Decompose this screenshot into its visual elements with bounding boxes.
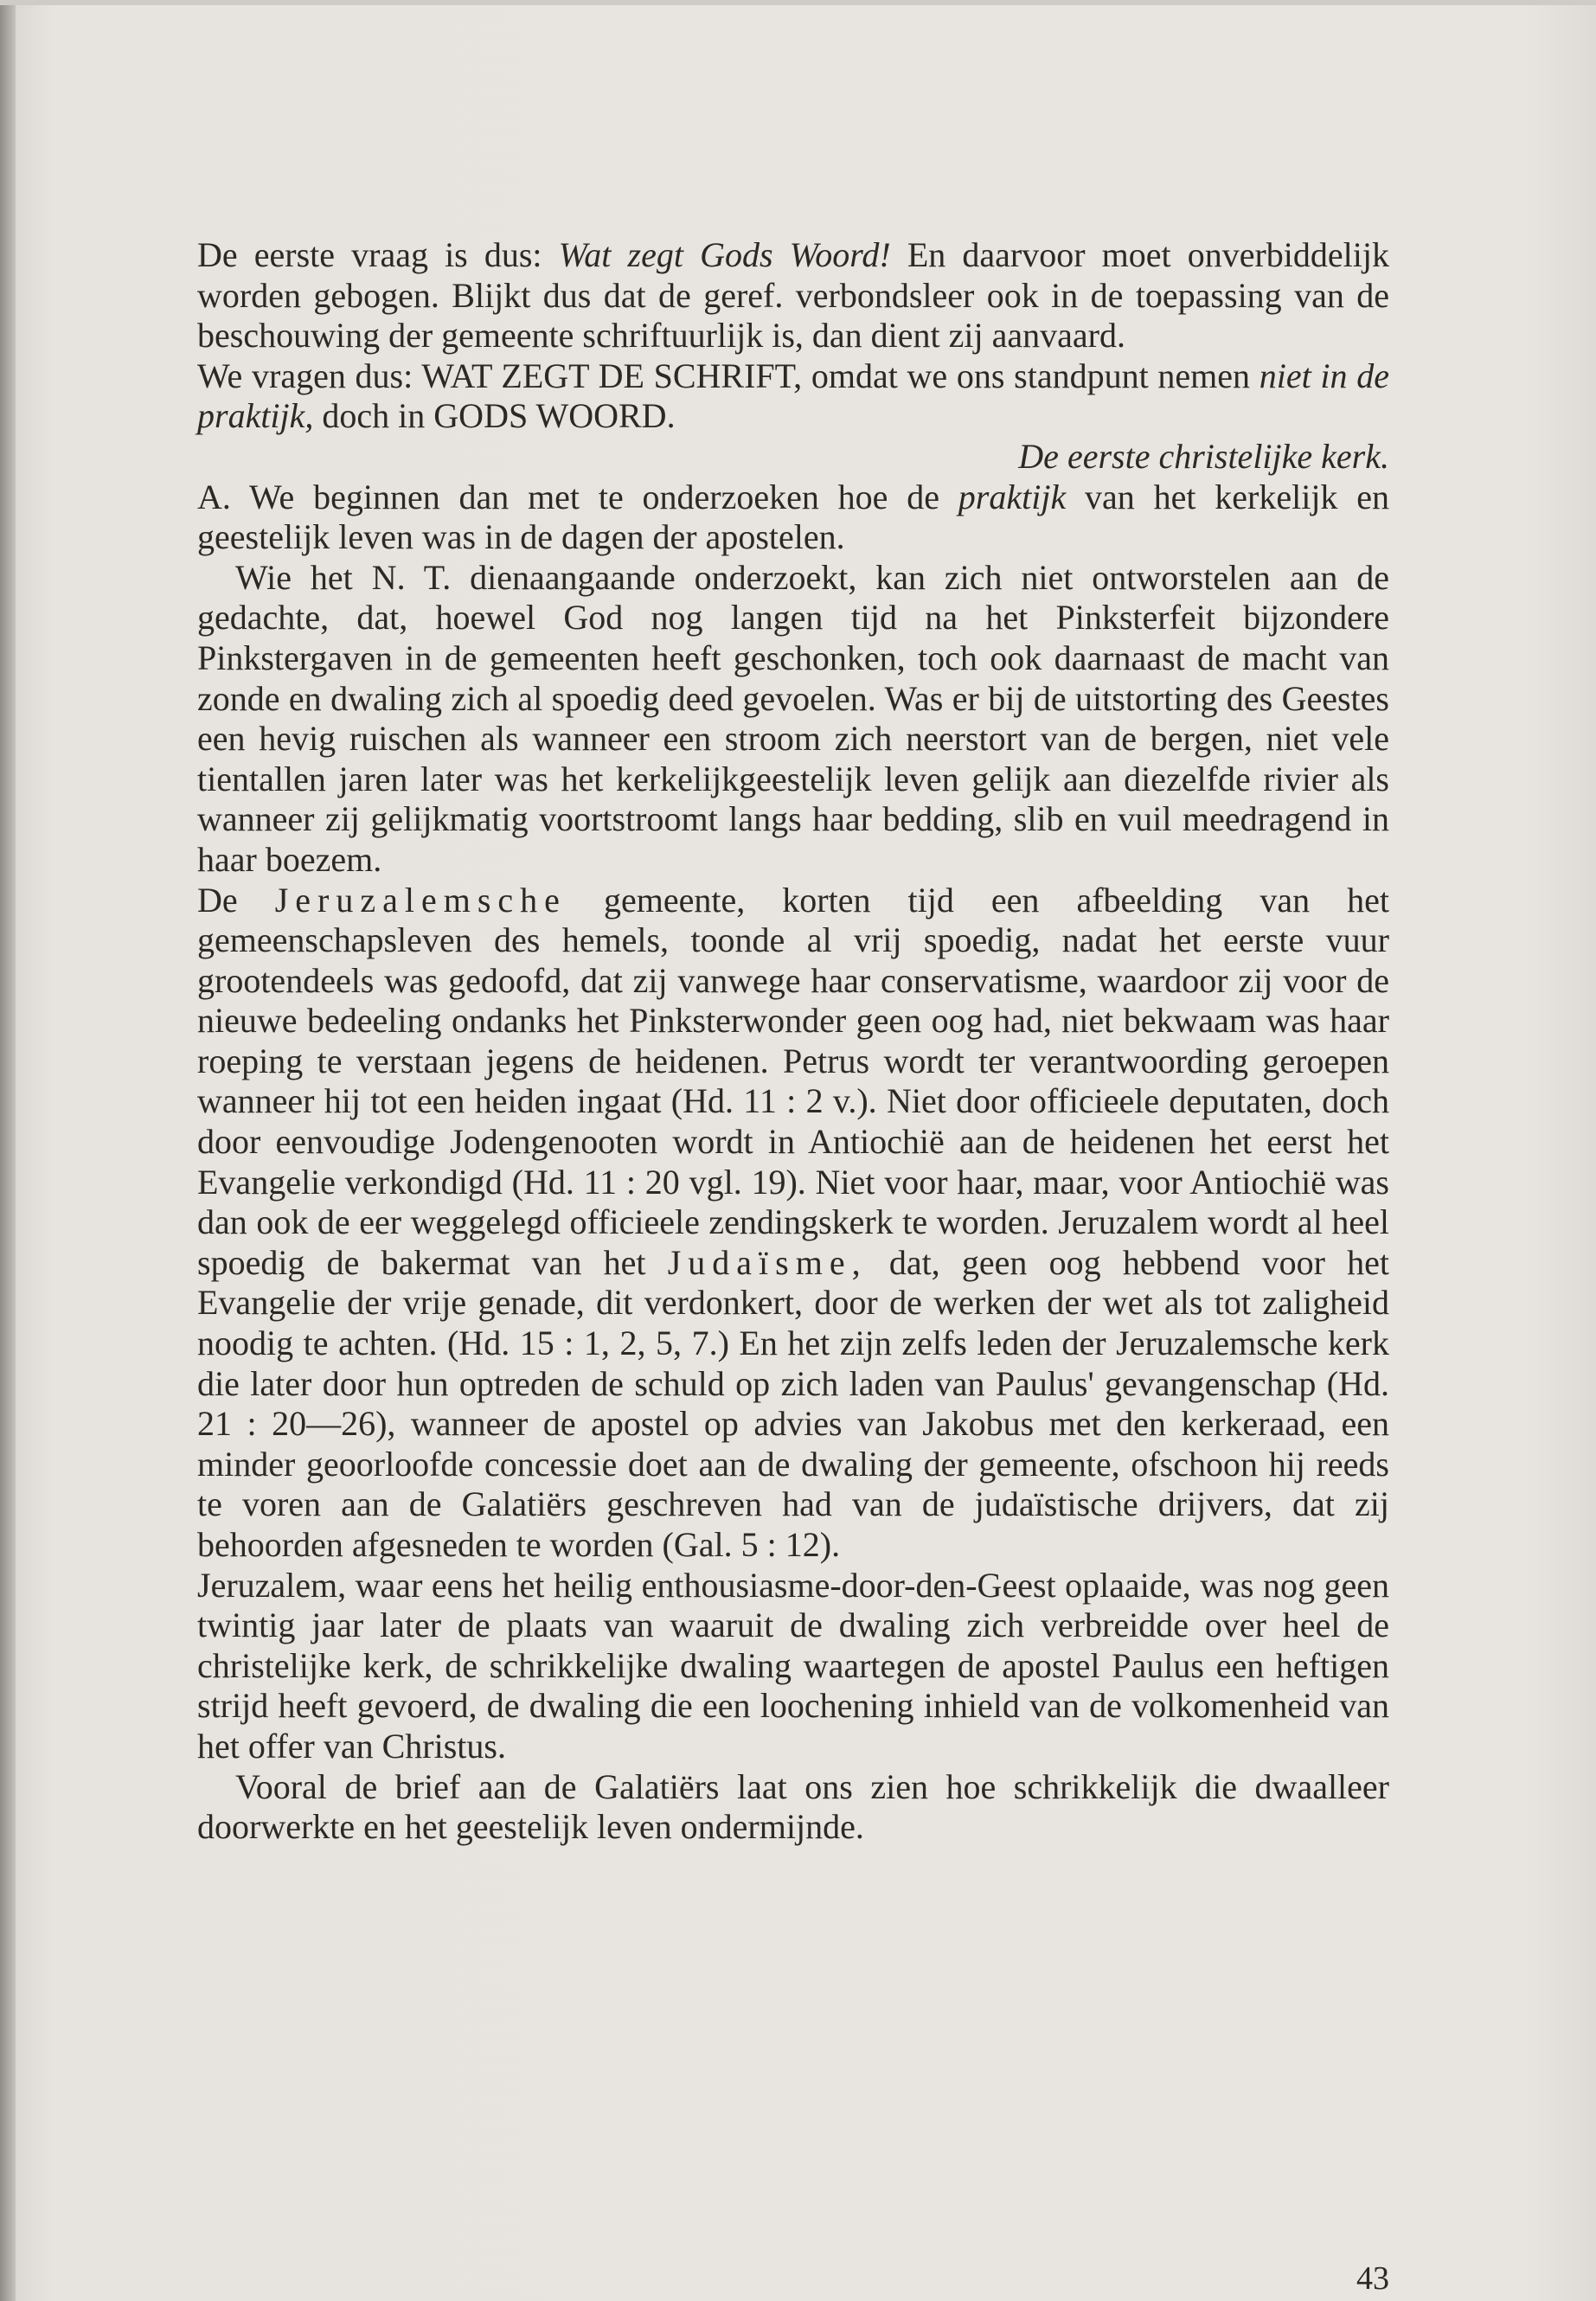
text-run: gemeente, korten tijd een afbeelding van het gemeenschapsleven des hemels, toonde al vrij spoedig, nadat het eerste vuur grootendeels was gedoofd, dat zij vanwege haar conservatisme, waardoor zij voor de nieuwe bedeeling ondanks het Pinksterwonder geen oog had, niet bekwaam was haar roeping te verstaan jegens de heidenen. Petrus wordt ter verantwoording geroepen wanneer hij tot een heiden ingaat (Hd. 11 : 2 v.). Niet door officieele deputaten, doch door eenvoudige Jodengenooten wordt in Antiochië aan de heidenen het eerst het Evangelie verkondigd (Hd. 11 : 20 vgl. 19). Niet voor haar, maar, voor Antiochië was dan ook de eer weggelegd officieele zendingskerk te worden. Jeruzalem wordt al heel spoedig de bakermat van het [197,880,1389,1282]
text-run: Jeruzalem, waar eens het heilig enthousiasme-door-den-Geest oplaaide, was nog geen twintig jaar later de plaats van waaruit de dwaling zich verbreidde over heel de christelijke kerk, de schrikkelijke dwaling waartegen de apostel Paulus een heftigen strijd heeft gevoerd, de dwaling die een loochening inhield van de volkomenheid van het offer van Christus. [197,1565,1389,1766]
paragraph-2 [197,356,1389,437]
page-number: 43 [1356,2260,1389,2297]
spaced-run: Judaïsme, [667,1242,868,1282]
paragraph-3 [197,478,1389,558]
page-top-edge [0,0,1596,5]
italic-run: Wat zegt Gods Woord! [558,235,891,274]
italic-run: De eerste christelijke kerk. [1018,436,1389,476]
paragraph-5 [197,881,1389,1566]
section-heading [197,437,1389,478]
text-run: Wie het N. T. dienaangaande onderzoekt, kan zich niet ontworstelen aan de gedachte, dat, hoewel God nog langen tijd na het Pinksterfeit bijzondere Pinkstergaven in de gemeenten heeft geschonken, toch ook daarnaast de macht van zonde en dwaling zich al spoedig deed gevoelen. Was er bij de uitstorting des Geestes een hevig ruischen als wanneer een stroom zich neerstort van de bergen, niet vele tientallen jaren later was het kerkelijkgeestelijk leven gelijk aan diezelfde rivier als wanneer zij gelijkmatig voortstroomt langs haar bedding, slib en vuil meedragend in haar boezem. [197,557,1389,879]
text-run: Vooral de brief aan de Galatiërs laat ons zien hoe schrikkelijk die dwaalleer doorwerkte en het geestelijk leven ondermijnde. [197,1766,1389,1847]
paragraph-7 [197,1767,1389,1848]
text-run: doch in GODS WOORD. [313,396,676,436]
text-run: van het kerkelijk en geestelijk leven was in de dagen der apostelen. [197,477,1389,557]
italic-run: praktijk [958,477,1067,516]
text-run: De [197,880,275,920]
body-text [197,235,1389,1848]
text-run: We vragen dus: WAT ZEGT DE SCHRIFT, omdat we ons standpunt nemen [197,356,1259,395]
paragraph-1 [197,235,1389,356]
text-run: dat, geen oog hebbend voor het Evangelie der vrije genade, dit verdonkert, door de werken der wet als tot zaligheid noodig te achten. (Hd. 15 : 1, 2, 5, 7.) En het zijn zelfs leden der Jeruzalemsche kerk die later door hun optreden de schuld op zich laden van Paulus' gevangenschap (Hd. 21 : 20—26), wanneer de apostel op advies van Jakobus met den kerkeraad, een minder geoorloofde concessie doet aan de dwaling der gemeente, ofschoon hij reeds te voren aan de Galatiërs geschreven had van de judaïstische drijvers, dat zij behoorden afgesneden te worden (Gal. 5 : 12). [197,1242,1389,1564]
text-run: De eerste vraag is dus: [197,235,559,274]
text-run: A. We beginnen dan met te onderzoeken hoe de [197,477,958,516]
binding-gutter-shadow [0,0,16,2301]
paragraph-4 [197,558,1389,881]
paragraph-6 [197,1566,1389,1767]
text-run: En daarvoor moet onverbiddelijk worden gebogen. Blijkt dus dat de geref. verbondsleer ook in de toepassing van de beschouwing der gemeente schriftuurlijk is, dan dient zij aanvaard. [197,235,1389,356]
spaced-run: Jeruzalemsche [274,880,567,920]
italic-run: niet in de praktijk, [197,356,1389,436]
